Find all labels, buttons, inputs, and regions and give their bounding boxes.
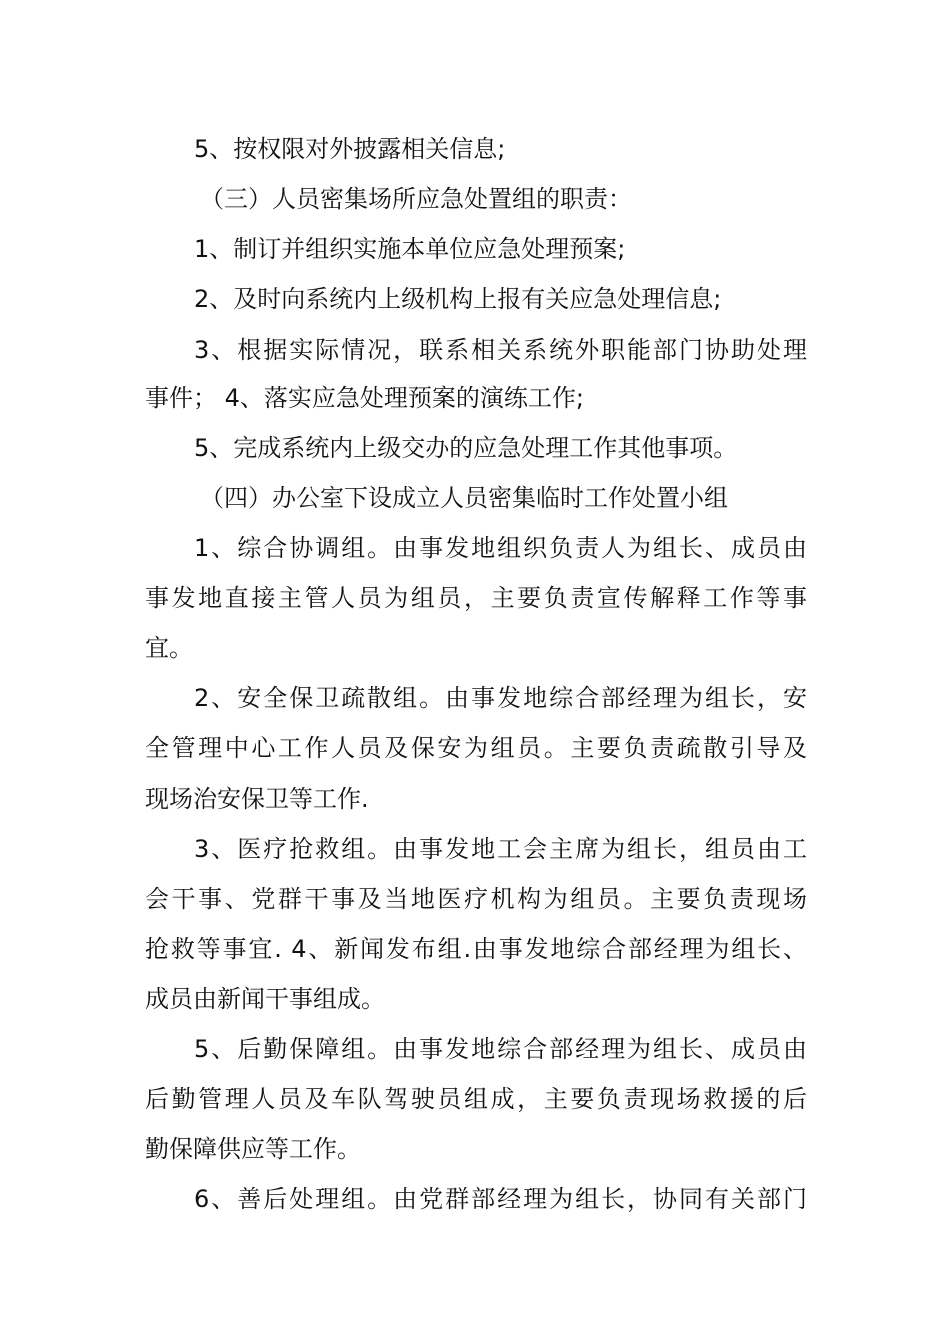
section-heading: （四）办公室下设成立人员密集临时工作处置小组 [200, 484, 728, 512]
text-line: 会干事、党群干事及当地医疗机构为组员。主要负责现场 [145, 885, 807, 913]
text-line: 成员由新闻干事组成。 [145, 985, 385, 1013]
text-line: 5、后勤保障组。由事发地综合部经理为组长、成员由 [194, 1035, 807, 1063]
text-line: 现场治安保卫等工作. [145, 785, 369, 813]
text-line: 事发地直接主管人员为组员，主要负责宣传解释工作等事 [145, 584, 807, 612]
text-line: 事件； 4、落实应急处理预案的演练工作; [145, 384, 584, 412]
text-line: 2、安全保卫疏散组。由事发地综合部经理为组长，安 [194, 684, 807, 712]
text-line: 2、及时向系统内上级机构上报有关应急处理信息; [194, 285, 722, 313]
section-heading: （三）人员密集场所应急处置组的职责： [200, 185, 632, 213]
text-line: 5、按权限对外披露相关信息; [194, 135, 506, 163]
text-line: 后勤管理人员及车队驾驶员组成，主要负责现场救援的后 [145, 1085, 807, 1113]
text-line: 宜。 [145, 634, 193, 662]
text-line: 6、善后处理组。由党群部经理为组长，协同有关部门 [194, 1185, 807, 1213]
text-line: 3、医疗抢救组。由事发地工会主席为组长，组员由工 [194, 835, 807, 863]
text-line: 5、完成系统内上级交办的应急处理工作其他事项。 [194, 434, 738, 462]
text-line: 3、根据实际情况，联系相关系统外职能部门协助处理 [194, 336, 807, 364]
text-line: 1、制订并组织实施本单位应急处理预案; [194, 235, 626, 263]
text-line: 勤保障供应等工作。 [145, 1135, 361, 1163]
text-line: 抢救等事宜. 4、新闻发布组.由事发地综合部经理为组长、 [145, 935, 807, 963]
text-line: 全管理中心工作人员及保安为组员。主要负责疏散引导及 [145, 734, 807, 762]
text-line: 1、综合协调组。由事发地组织负责人为组长、成员由 [194, 534, 807, 562]
